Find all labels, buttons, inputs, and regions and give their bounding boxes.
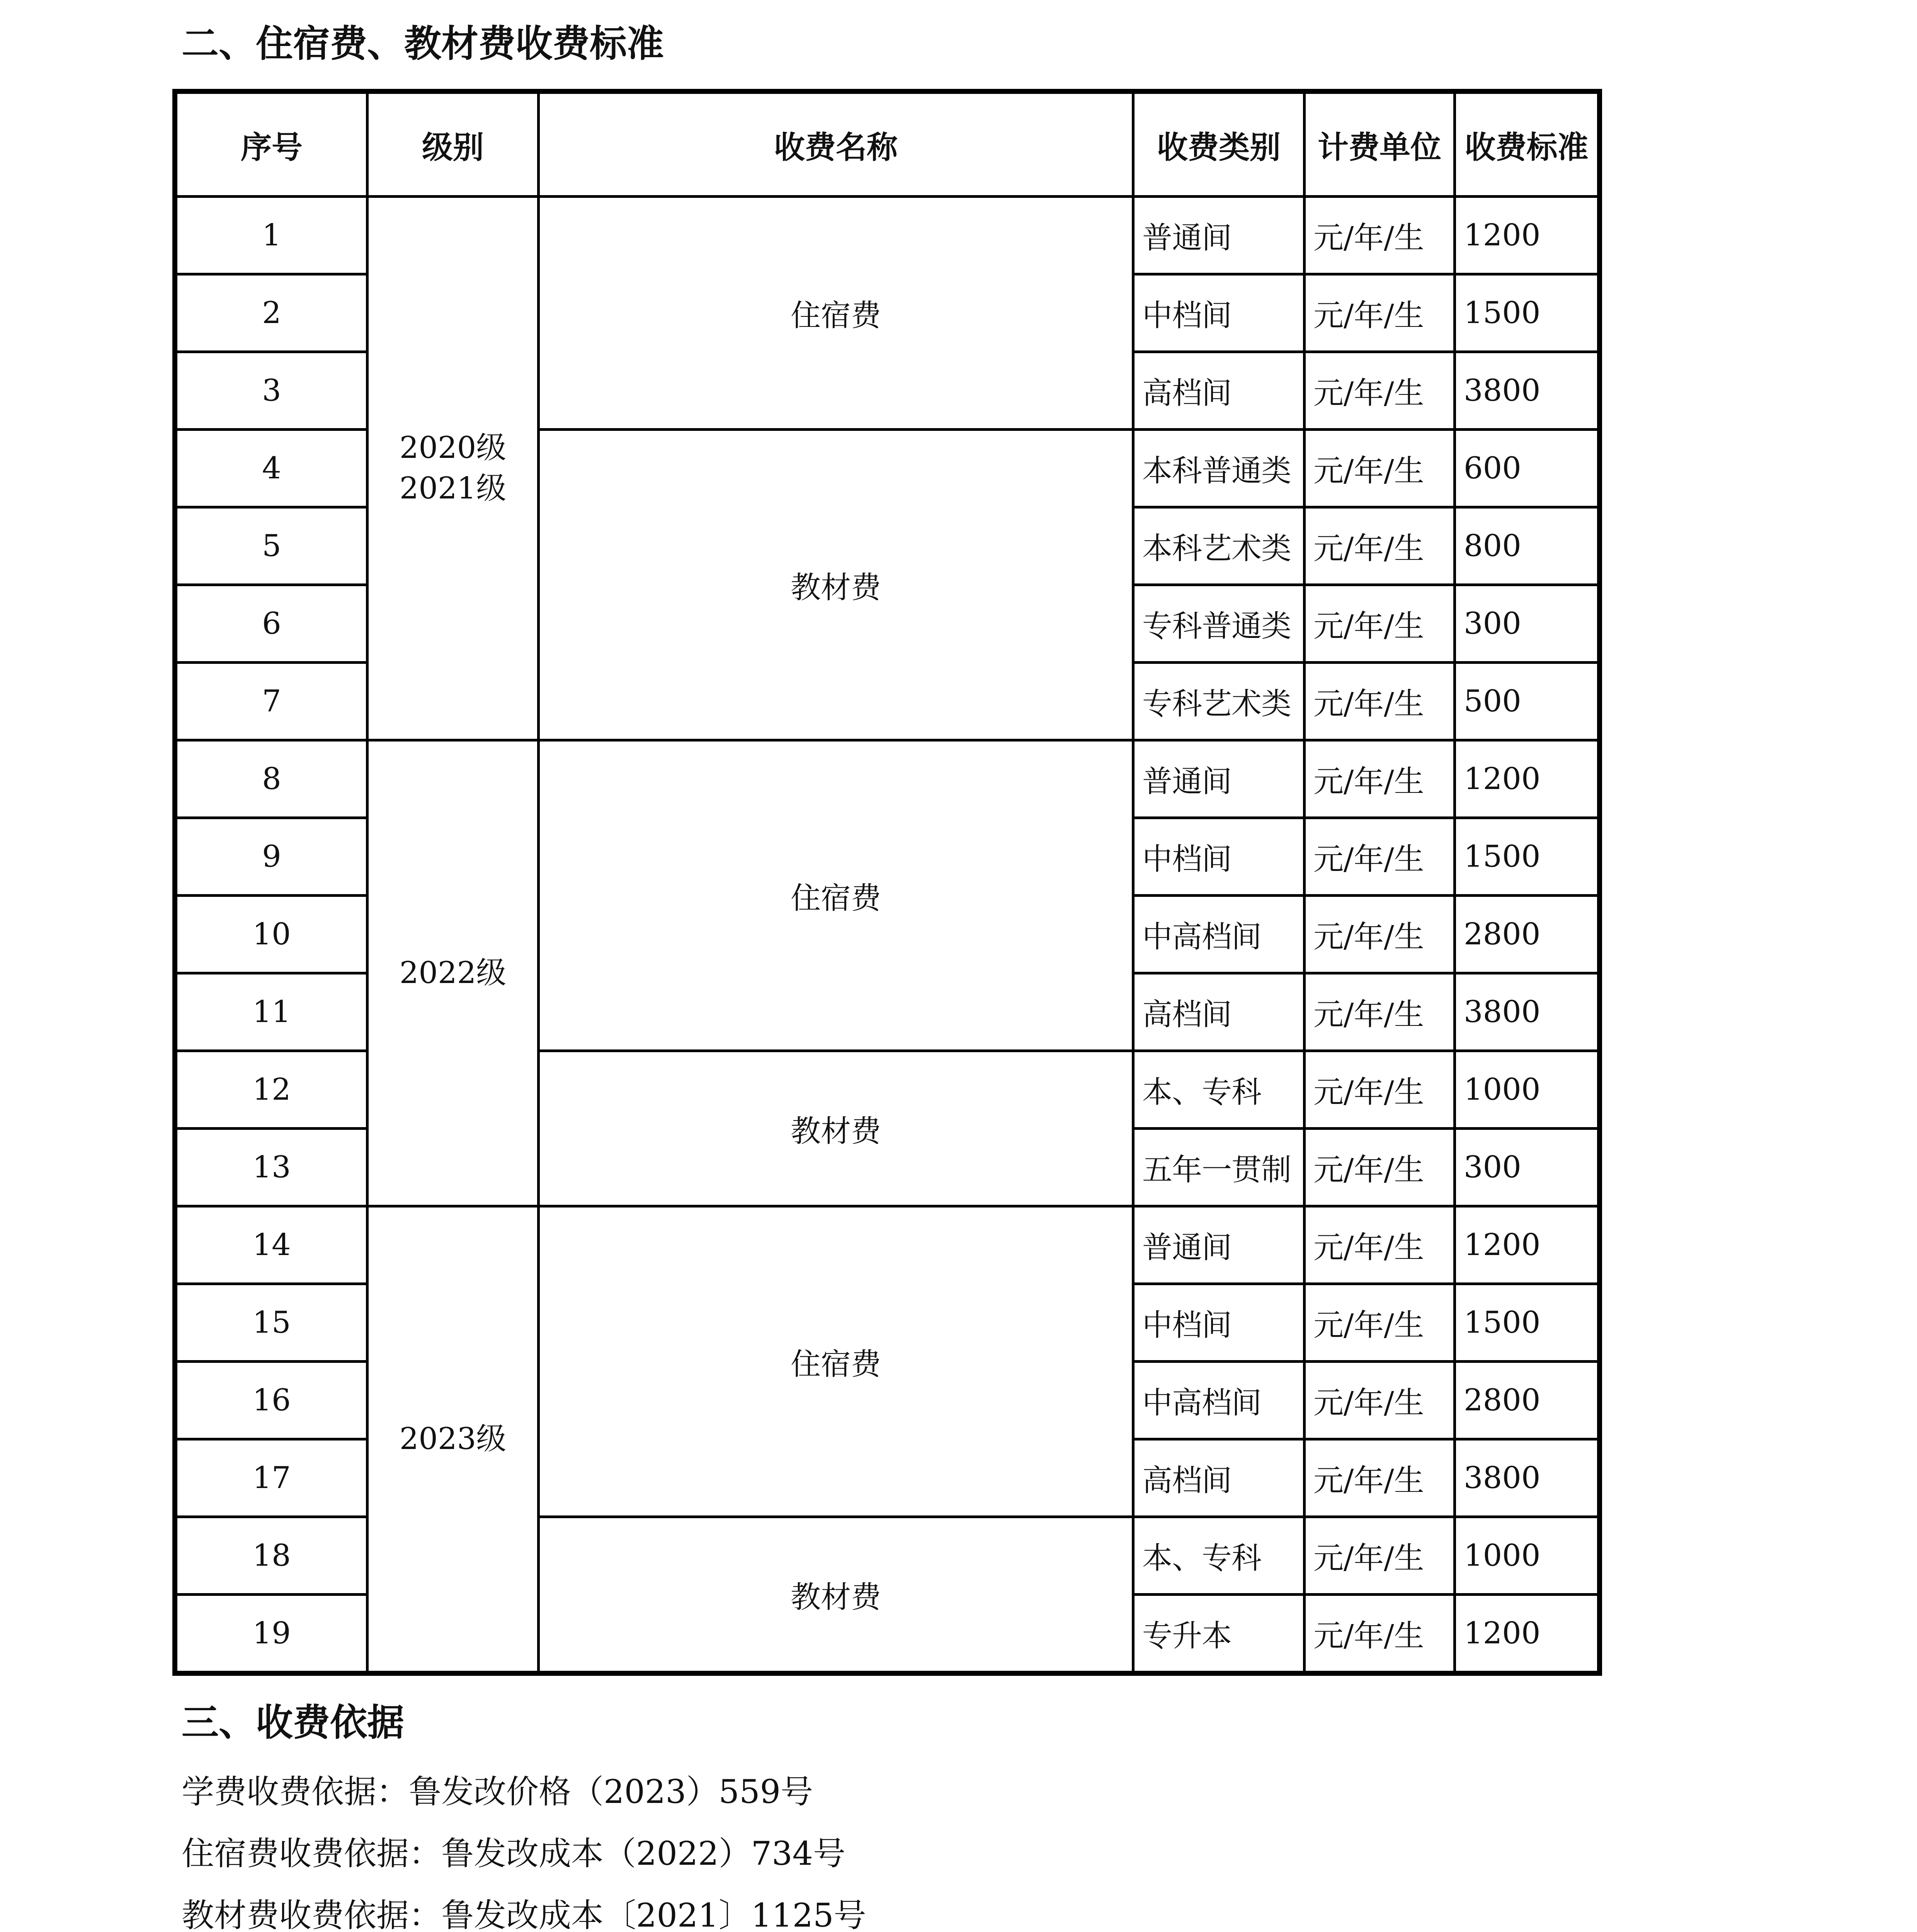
fee-standard: 1500: [1455, 818, 1600, 896]
fee-standard: 1200: [1455, 1595, 1600, 1673]
grade-cell: [367, 1206, 539, 1673]
header-cell: 级别: [367, 92, 539, 197]
fee-category: 五年一贯制: [1133, 1129, 1305, 1206]
fee-standard: 1000: [1455, 1051, 1600, 1129]
fee-category: 中高档间: [1133, 896, 1305, 973]
fee-standard: 1500: [1455, 274, 1600, 352]
fee-category: 中档间: [1133, 1284, 1305, 1362]
fee-category: 中档间: [1133, 274, 1305, 352]
fee-standard: 1200: [1455, 1206, 1600, 1284]
fee-standard: 3800: [1455, 352, 1600, 430]
fee-unit: 元/年/生: [1305, 507, 1455, 585]
row-number: 17: [175, 1439, 367, 1517]
fee-standard: 1000: [1455, 1517, 1600, 1595]
fee-unit: 元/年/生: [1305, 740, 1455, 818]
fee-category: 本、专科: [1133, 1051, 1305, 1129]
fee-unit: 元/年/生: [1305, 1595, 1455, 1673]
row-number: 2: [175, 274, 367, 352]
grade-cell: [367, 197, 539, 740]
fee-unit: 元/年/生: [1305, 585, 1455, 663]
row-number: 10: [175, 896, 367, 973]
fee-standard-table: [172, 89, 1602, 1676]
row-number: 4: [175, 430, 367, 507]
basis-textbook: 教材费收费依据：鲁发改成本〔2021〕1125号: [182, 1896, 866, 1932]
section-heading-fees: 二、住宿费、教材费收费标准: [182, 22, 664, 65]
row-number: 14: [175, 1206, 367, 1284]
header-cell: 收费类别: [1133, 92, 1305, 197]
table-row: [175, 1206, 1600, 1284]
header-cell: 计费单位: [1305, 92, 1455, 197]
grade-cell: [367, 740, 539, 1206]
fee-category: 普通间: [1133, 1206, 1305, 1284]
fee-unit: 元/年/生: [1305, 973, 1455, 1051]
grade-label: 2020级: [399, 430, 507, 465]
fee-unit: 元/年/生: [1305, 818, 1455, 896]
fee-unit: 元/年/生: [1305, 1517, 1455, 1595]
row-number: 5: [175, 507, 367, 585]
fee-standard: 3800: [1455, 973, 1600, 1051]
fee-category: 高档间: [1133, 973, 1305, 1051]
grade-label: 2023级: [399, 1421, 507, 1456]
fee-standard: 300: [1455, 585, 1600, 663]
basis-tuition: 学费收费依据：鲁发改价格（2023）559号: [182, 1773, 813, 1811]
row-number: 11: [175, 973, 367, 1051]
fee-unit: 元/年/生: [1305, 1284, 1455, 1362]
section-heading-basis: 三、收费依据: [182, 1701, 404, 1744]
fee-standard: 2800: [1455, 896, 1600, 973]
row-number: 19: [175, 1595, 367, 1673]
grade-label: 2022级: [399, 955, 507, 990]
fee-category: 本科普通类: [1133, 430, 1305, 507]
fee-name-cell: 教材费: [539, 430, 1133, 740]
fee-standard: 800: [1455, 507, 1600, 585]
fee-unit: 元/年/生: [1305, 1439, 1455, 1517]
fee-unit: 元/年/生: [1305, 663, 1455, 740]
table-row: [175, 197, 1600, 274]
fee-category: 中高档间: [1133, 1362, 1305, 1439]
row-number: 13: [175, 1129, 367, 1206]
fee-unit: 元/年/生: [1305, 197, 1455, 274]
row-number: 15: [175, 1284, 367, 1362]
table-row: [175, 740, 1600, 818]
fee-unit: 元/年/生: [1305, 1051, 1455, 1129]
fee-standard: 1200: [1455, 740, 1600, 818]
fee-category: 普通间: [1133, 197, 1305, 274]
row-number: 18: [175, 1517, 367, 1595]
fee-category: 普通间: [1133, 740, 1305, 818]
row-number: 16: [175, 1362, 367, 1439]
row-number: 6: [175, 585, 367, 663]
fee-category: 高档间: [1133, 352, 1305, 430]
fee-standard: 300: [1455, 1129, 1600, 1206]
fee-name-cell: 住宿费: [539, 197, 1133, 430]
row-number: 8: [175, 740, 367, 818]
header-cell: 收费名称: [539, 92, 1133, 197]
header-cell: 收费标准: [1455, 92, 1600, 197]
fee-standard: 1200: [1455, 197, 1600, 274]
fee-name-cell: 住宿费: [539, 740, 1133, 1051]
fee-category: 中档间: [1133, 818, 1305, 896]
fee-standard: 3800: [1455, 1439, 1600, 1517]
fee-standard: 500: [1455, 663, 1600, 740]
row-number: 9: [175, 818, 367, 896]
grade-label: 2021级: [399, 471, 507, 506]
fee-standard: 600: [1455, 430, 1600, 507]
basis-accommodation: 住宿费收费依据：鲁发改成本（2022）734号: [182, 1835, 846, 1872]
fee-category: 本科艺术类: [1133, 507, 1305, 585]
fee-category: 专科普通类: [1133, 585, 1305, 663]
row-number: 12: [175, 1051, 367, 1129]
fee-unit: 元/年/生: [1305, 1206, 1455, 1284]
fee-standard: 2800: [1455, 1362, 1600, 1439]
fee-name-cell: 教材费: [539, 1517, 1133, 1673]
fee-name-cell: 教材费: [539, 1051, 1133, 1206]
row-number: 1: [175, 197, 367, 274]
header-cell: 序号: [175, 92, 367, 197]
fee-unit: 元/年/生: [1305, 1362, 1455, 1439]
fee-category: 高档间: [1133, 1439, 1305, 1517]
fee-unit: 元/年/生: [1305, 896, 1455, 973]
fee-unit: 元/年/生: [1305, 274, 1455, 352]
fee-name-cell: 住宿费: [539, 1206, 1133, 1517]
fee-unit: 元/年/生: [1305, 352, 1455, 430]
fee-category: 本、专科: [1133, 1517, 1305, 1595]
fee-standard: 1500: [1455, 1284, 1600, 1362]
row-number: 7: [175, 663, 367, 740]
fee-unit: 元/年/生: [1305, 430, 1455, 507]
fee-category: 专科艺术类: [1133, 663, 1305, 740]
fee-unit: 元/年/生: [1305, 1129, 1455, 1206]
fee-category: 专升本: [1133, 1595, 1305, 1673]
table-header-row: [175, 92, 1600, 197]
row-number: 3: [175, 352, 367, 430]
